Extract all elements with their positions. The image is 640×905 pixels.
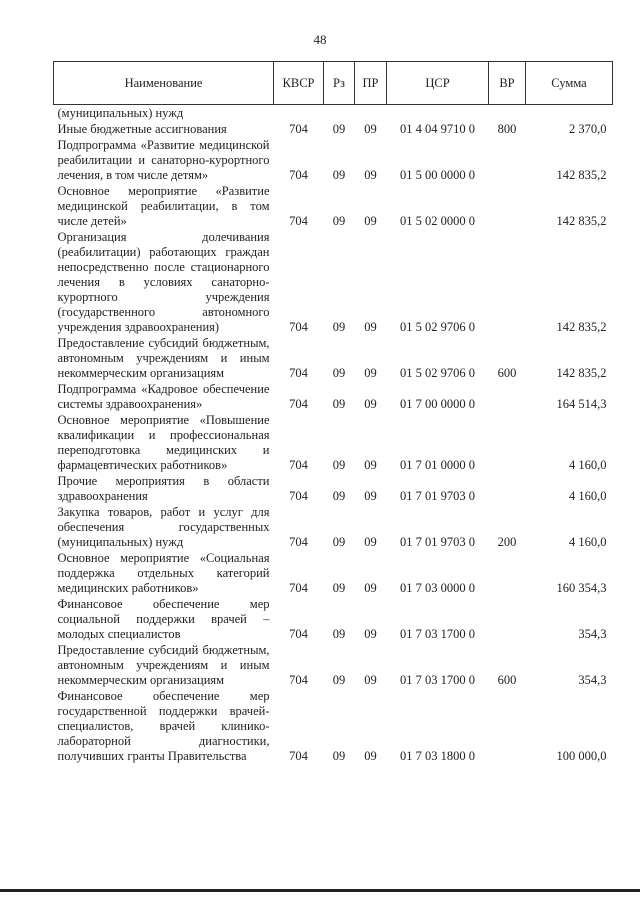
cell-pr: 09 xyxy=(364,627,377,641)
cell-rz: 09 xyxy=(332,627,346,641)
cell-vr xyxy=(489,105,526,123)
cell-name: Основное мероприятие «Развитие медицинской реабилитации, в том числе детей» xyxy=(57,184,270,228)
cell-pr xyxy=(355,105,387,123)
table-row xyxy=(54,122,613,138)
cell-name: Закупка товаров, работ и услуг для обеспечения государственных (муниципальных) нужд xyxy=(57,505,270,549)
cell-name: Предоставление субсидий бюджетным, автономным учреждениям и иным некоммерческим организациям xyxy=(57,643,270,687)
header-pr: ПР xyxy=(355,62,387,105)
cell-csr: 01 5 02 0000 0 xyxy=(400,214,475,228)
cell-csr: 01 7 01 9703 0 xyxy=(400,535,475,549)
table-row xyxy=(54,689,613,765)
cell-pr: 09 xyxy=(364,489,377,503)
cell-vr: 600 xyxy=(497,673,517,687)
cell-sum xyxy=(526,105,613,123)
cell-csr: 01 7 01 9703 0 xyxy=(400,489,475,503)
header-sum: Сумма xyxy=(526,62,613,105)
cell-name: Основное мероприятие «Повышение квалификации и профессиональная переподготовка медицинских и фармацевтических работников» xyxy=(57,413,270,472)
cell-kvsr: 704 xyxy=(289,489,308,503)
cell-sum: 354,3 xyxy=(578,673,607,687)
cell-rz: 09 xyxy=(332,168,346,182)
cell-kvsr: 704 xyxy=(289,168,308,182)
page-number: 48 xyxy=(313,32,327,47)
cell-rz: 09 xyxy=(332,320,346,334)
cell-vr xyxy=(489,382,526,413)
cell-rz: 09 xyxy=(332,581,346,595)
cell-vr xyxy=(489,138,526,184)
header-vr: ВР xyxy=(489,62,526,105)
cell-sum: 160 354,3 xyxy=(556,581,607,595)
header-rz: Рз xyxy=(324,62,355,105)
cell-sum: 2 370,0 xyxy=(569,122,607,136)
cell-name: Основное мероприятие «Социальная поддержка отдельных категорий медицинских работников» xyxy=(57,551,270,595)
cell-name: Финансовое обеспечение мер социальной поддержки врачей – молодых специалистов xyxy=(57,597,270,641)
cell-vr xyxy=(489,689,526,765)
table-row xyxy=(54,597,613,643)
cell-kvsr: 704 xyxy=(289,749,308,763)
cell-csr: 01 5 02 9706 0 xyxy=(400,366,475,380)
cell-kvsr: 704 xyxy=(289,397,308,411)
cell-pr: 09 xyxy=(364,749,377,763)
cell-sum: 4 160,0 xyxy=(569,458,607,472)
cell-csr: 01 7 03 1800 0 xyxy=(400,749,475,763)
cell-rz: 09 xyxy=(332,489,346,503)
cell-rz xyxy=(324,105,355,123)
cell-rz: 09 xyxy=(332,214,346,228)
cell-pr: 09 xyxy=(364,535,377,549)
cell-vr xyxy=(489,230,526,336)
table-row xyxy=(54,230,613,336)
table-row xyxy=(54,551,613,597)
header-kvsr: КВСР xyxy=(274,62,324,105)
cell-sum: 142 835,2 xyxy=(556,168,607,182)
cell-pr: 09 xyxy=(364,673,377,687)
cell-rz: 09 xyxy=(332,749,346,763)
cell-csr: 01 7 03 1700 0 xyxy=(400,673,475,687)
table-row xyxy=(54,413,613,474)
cell-vr xyxy=(489,551,526,597)
cell-sum: 142 835,2 xyxy=(556,366,607,380)
cell-csr: 01 7 00 0000 0 xyxy=(400,397,475,411)
cell-vr: 200 xyxy=(497,535,517,549)
cell-csr: 01 7 01 0000 0 xyxy=(400,458,475,472)
table-row xyxy=(54,336,613,382)
budget-table xyxy=(53,61,613,765)
cell-name: (муниципальных) нужд xyxy=(57,106,184,120)
cell-rz: 09 xyxy=(332,122,346,136)
cell-kvsr: 704 xyxy=(289,122,308,136)
cell-csr xyxy=(387,105,489,123)
cell-name: Иные бюджетные ассигнования xyxy=(57,122,227,136)
cell-pr: 09 xyxy=(364,458,377,472)
cell-vr: 600 xyxy=(497,366,517,380)
cell-vr xyxy=(489,474,526,505)
table-row xyxy=(54,184,613,230)
cell-rz: 09 xyxy=(332,673,346,687)
cell-csr: 01 5 02 9706 0 xyxy=(400,320,475,334)
header-csr: ЦСР xyxy=(387,62,489,105)
table-row xyxy=(54,505,613,551)
cell-pr: 09 xyxy=(364,122,377,136)
cell-kvsr: 704 xyxy=(289,214,308,228)
table-row xyxy=(54,138,613,184)
cell-kvsr: 704 xyxy=(289,627,308,641)
cell-kvsr: 704 xyxy=(289,366,308,380)
cell-kvsr: 704 xyxy=(289,320,308,334)
cell-vr xyxy=(489,413,526,474)
cell-sum: 142 835,2 xyxy=(556,320,607,334)
cell-kvsr: 704 xyxy=(289,673,308,687)
table-row xyxy=(54,643,613,689)
cell-rz: 09 xyxy=(332,397,346,411)
cell-sum: 142 835,2 xyxy=(556,214,607,228)
cell-pr: 09 xyxy=(364,168,377,182)
cell-pr: 09 xyxy=(364,214,377,228)
cell-name: Прочие мероприятия в области здравоохранения xyxy=(57,474,270,503)
bottom-rule xyxy=(0,889,640,892)
cell-name: Подпрограмма «Развитие медицинской реабилитации и санаторно-курортного лечения, в том числе детям» xyxy=(57,138,270,182)
cell-csr: 01 5 00 0000 0 xyxy=(400,168,475,182)
cell-pr: 09 xyxy=(364,397,377,411)
cell-rz: 09 xyxy=(332,535,346,549)
cell-sum: 354,3 xyxy=(578,627,607,641)
cell-vr xyxy=(489,184,526,230)
cell-pr: 09 xyxy=(364,320,377,334)
cell-name: Организация долечивания (реабилитации) работающих граждан непосредственно после стационарного лечения в условиях санаторно-курортного учреждения (государственного автономного учреждения здравоохранения) xyxy=(57,230,270,334)
cell-kvsr: 704 xyxy=(289,581,308,595)
header-name: Наименование xyxy=(54,62,274,105)
cell-kvsr xyxy=(274,105,324,123)
cell-rz: 09 xyxy=(332,366,346,380)
cell-name: Подпрограмма «Кадровое обеспечение системы здравоохранения» xyxy=(57,382,270,411)
table-body xyxy=(54,105,613,766)
cell-pr: 09 xyxy=(364,581,377,595)
cell-kvsr: 704 xyxy=(289,535,308,549)
table-header-row xyxy=(54,62,613,105)
cell-kvsr: 704 xyxy=(289,458,308,472)
cell-csr: 01 4 04 9710 0 xyxy=(400,122,475,136)
cell-vr xyxy=(489,597,526,643)
cell-name: Финансовое обеспечение мер государственной поддержки врачей-специалистов, врачей клинико-лабораторной диагностики, получивших гранты Правительства xyxy=(57,689,270,763)
table-row xyxy=(54,382,613,413)
cell-csr: 01 7 03 0000 0 xyxy=(400,581,475,595)
cell-sum: 4 160,0 xyxy=(569,535,607,549)
cell-name: Предоставление субсидий бюджетным, автономным учреждениям и иным некоммерческим организациям xyxy=(57,336,270,380)
cell-pr: 09 xyxy=(364,366,377,380)
cell-csr: 01 7 03 1700 0 xyxy=(400,627,475,641)
table-row xyxy=(54,105,613,123)
cell-sum: 100 000,0 xyxy=(556,749,607,763)
cell-sum: 4 160,0 xyxy=(569,489,607,503)
cell-sum: 164 514,3 xyxy=(556,397,607,411)
cell-rz: 09 xyxy=(332,458,346,472)
table-row xyxy=(54,474,613,505)
cell-vr: 800 xyxy=(497,122,517,136)
